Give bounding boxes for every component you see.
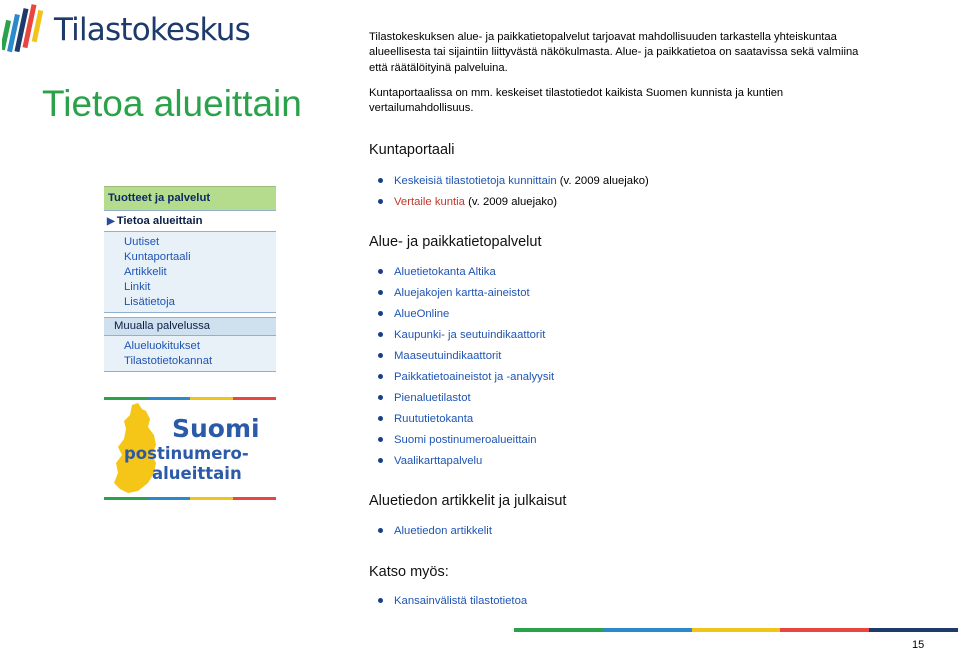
katso-list (378, 594, 527, 615)
page-number: 15 (912, 639, 925, 651)
link-altika[interactable]: Aluetietokanta Altika (394, 266, 496, 278)
intro-text (369, 30, 869, 126)
intro-paragraph-2: Kuntaportaalissa on mm. keskeiset tilastotiedot kaikista Suomen kunnista ja kuntien vertailumahdollisuus. (369, 86, 784, 115)
sidebar-item-lisatietoja[interactable]: Lisätietoja (124, 296, 175, 308)
footer-stripe-navy (869, 628, 958, 632)
artikkelit-list (378, 524, 492, 545)
sidebar-active-label: Tietoa alueittain (116, 215, 203, 227)
list-item (378, 174, 649, 195)
bullet-dot-icon (378, 332, 383, 337)
bullet-dot-icon (378, 178, 383, 183)
sidebar-item-active[interactable] (104, 210, 276, 232)
link-pienaluetilastot[interactable]: Pienaluetilastot (394, 392, 471, 404)
list-item (378, 433, 554, 454)
banner-line-1: Suomi (172, 414, 260, 443)
bullet-dot-icon (378, 395, 383, 400)
section-heading-katso-myos: Katso myös: (369, 564, 449, 580)
link-keskeisia-tilastotietoja[interactable]: Keskeisiä tilastotietoja kunnittain (394, 175, 557, 187)
sidebar-subnav (104, 232, 276, 313)
sidebar-nav (104, 186, 276, 372)
sidebar-subnav-2 (104, 336, 276, 372)
link-ruututietokanta[interactable]: Ruututietokanta (394, 413, 474, 425)
kuntaportaali-list (378, 174, 649, 216)
bullet-dot-icon (378, 374, 383, 379)
list-item (378, 370, 554, 391)
bullet-dot-icon (378, 353, 383, 358)
triangle-right-icon: ▶ (107, 216, 115, 227)
link-suomi-postinumeroalueittain[interactable]: Suomi postinumeroalueittain (394, 434, 537, 446)
link-aluejakojen-kartta-aineistot[interactable]: Aluejakojen kartta-aineistot (394, 287, 530, 299)
list-item (378, 265, 554, 286)
list-item (378, 412, 554, 433)
link-vertaile-kuntia[interactable]: Vertaile kuntia (394, 196, 465, 208)
bullet-dot-icon (378, 269, 383, 274)
sidebar-item-kuntaportaali[interactable]: Kuntaportaali (124, 251, 191, 263)
list-item (378, 454, 554, 475)
sidebar-header[interactable]: Tuotteet ja palvelut (104, 186, 276, 210)
link-kansainvalista-tilastotietoa[interactable]: Kansainvälistä tilastotietoa (394, 595, 528, 607)
link-aluetiedon-artikkelit[interactable]: Aluetiedon artikkelit (394, 525, 492, 537)
sidebar-item-uutiset[interactable]: Uutiset (124, 236, 160, 248)
footer-stripe-red (780, 628, 869, 632)
footer-stripe (514, 628, 958, 632)
footer-stripe-green (514, 628, 603, 632)
list-item (378, 195, 649, 216)
list-item (378, 286, 554, 307)
section-heading-paikkatietopalvelut: Alue- ja paikkatietopalvelut (369, 234, 542, 250)
sidebar-item-tilastotietokannat[interactable]: Tilastotietokannat (124, 355, 213, 367)
paikkatieto-list (378, 265, 554, 475)
bullet-dot-icon (378, 437, 383, 442)
sidebar-item-linkit[interactable]: Linkit (124, 281, 151, 293)
bullet-dot-icon (378, 416, 383, 421)
section-heading-artikkelit: Aluetiedon artikkelit ja julkaisut (369, 493, 567, 509)
link-maaseutuindikaattorit[interactable]: Maaseutuindikaattorit (394, 350, 502, 362)
list-item (378, 307, 554, 328)
logo-text: Tilastokeskus (54, 12, 250, 48)
link-vaalikarttapalvelu[interactable]: Vaalikarttapalvelu (394, 455, 483, 467)
footer-stripe-blue (603, 628, 692, 632)
sidebar-header-muualla: Muualla palvelussa (104, 317, 276, 336)
link-paikkatietoaineistot[interactable]: Paikkatietoaineistot ja -analyysit (394, 371, 555, 383)
banner-line-2: postinumero- (124, 444, 249, 463)
bullet-dot-icon (378, 290, 383, 295)
link-alueonline[interactable]: AlueOnline (394, 308, 450, 320)
list-item (378, 524, 492, 545)
tilastokeskus-bars-logo-icon (2, 2, 46, 58)
aluejako-note: (v. 2009 aluejako) (556, 175, 649, 187)
bullet-dot-icon (378, 311, 383, 316)
slide-title: Tietoa alueittain (42, 83, 302, 124)
footer-stripe-yellow (692, 628, 781, 632)
aluejako-note: (v. 2009 aluejako) (464, 196, 558, 208)
bullet-dot-icon (378, 458, 383, 463)
section-heading-kuntaportaali: Kuntaportaali (369, 142, 455, 158)
list-item (378, 349, 554, 370)
intro-paragraph-1: Tilastokeskuksen alue- ja paikkatietopalvelut tarjoavat mahdollisuuden tarkastella yhteiskuntaa alueellisesta tai sijaintiin liittyvästä näkökulmasta. Alue- ja paikkatietoa on saatavissa sekä valmiina että räätälöityinä palveluina. (369, 31, 859, 74)
banner-line-3: alueittain (152, 464, 242, 483)
suomi-postinumeroalueittain-banner[interactable] (104, 397, 276, 501)
list-item (378, 328, 554, 349)
sidebar-item-alueluokitukset[interactable]: Alueluokitukset (124, 340, 200, 352)
tilastokeskus-logo[interactable] (2, 2, 250, 58)
bullet-dot-icon (378, 598, 383, 603)
bullet-dot-icon (378, 199, 383, 204)
link-kaupunki-indikaattorit[interactable]: Kaupunki- ja seutuindikaattorit (394, 329, 546, 341)
sidebar-item-artikkelit[interactable]: Artikkelit (124, 266, 167, 278)
bullet-dot-icon (378, 528, 383, 533)
list-item (378, 594, 527, 615)
list-item (378, 391, 554, 412)
